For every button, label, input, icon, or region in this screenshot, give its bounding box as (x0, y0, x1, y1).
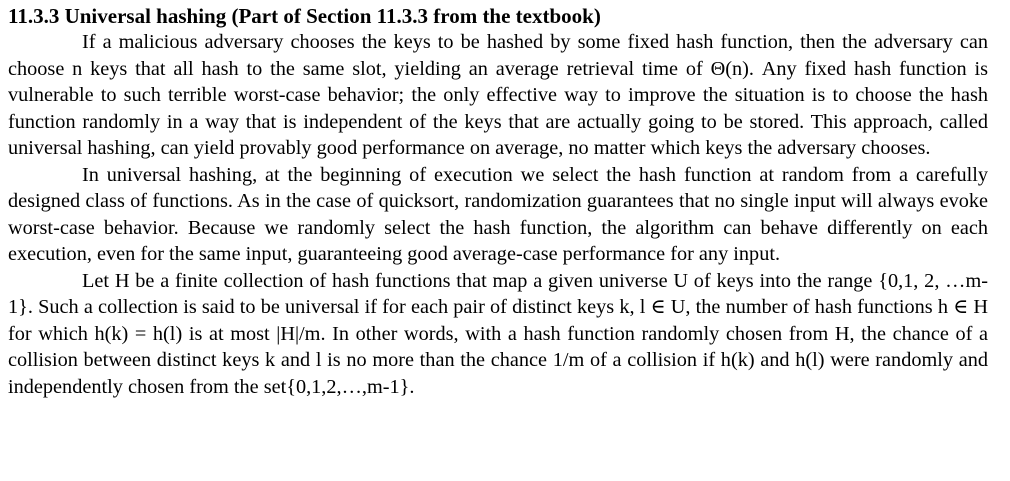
paragraph-definition: Let H be a finite collection of hash functions that map a given universe U of keys into the range {0,1, 2, …m-1}. Such a collection is said to be universal if for each pair of distinct keys k, l ∈ U, the number of hash functions h ∈ H for which h(k) = h(l) is at most |H|/m. In other words, with a hash function randomly chosen from H, the chance of a collision between distinct keys k and l is no more than the chance 1/m of a collision if h(k) and h(l) were randomly and independently chosen from the set{0,1,2,…,m-1}. (8, 269, 988, 398)
paragraph-adversary: If a malicious adversary chooses the keys to be hashed by some fixed hash function, then the adversary can choose n keys that all hash to the same slot, yielding an average retrieval time of Θ(n). Any fixed hash function is vulnerable to such terrible worst-case behavior; the only effective way to improve the situation is to choose the hash function randomly in a way that is independent of the keys that are actually going to be stored. This approach, called universal hashing, can yield provably good performance on average, no matter which keys the adversary chooses. (8, 31, 988, 159)
section-heading: 11.3.3 Universal hashing (Part of Section 11.3.3 from the textbook) (8, 4, 601, 28)
paragraph-universal-hashing: In universal hashing, at the beginning of execution we select the hash function at random from a carefully designed class of functions. As in the case of quicksort, randomization guarantees that no single input will always evoke worst-case behavior. Because we randomly select the hash function, the algorithm can behave differently on each execution, even for the same input, guaranteeing good average-case performance for any input. (8, 163, 988, 265)
